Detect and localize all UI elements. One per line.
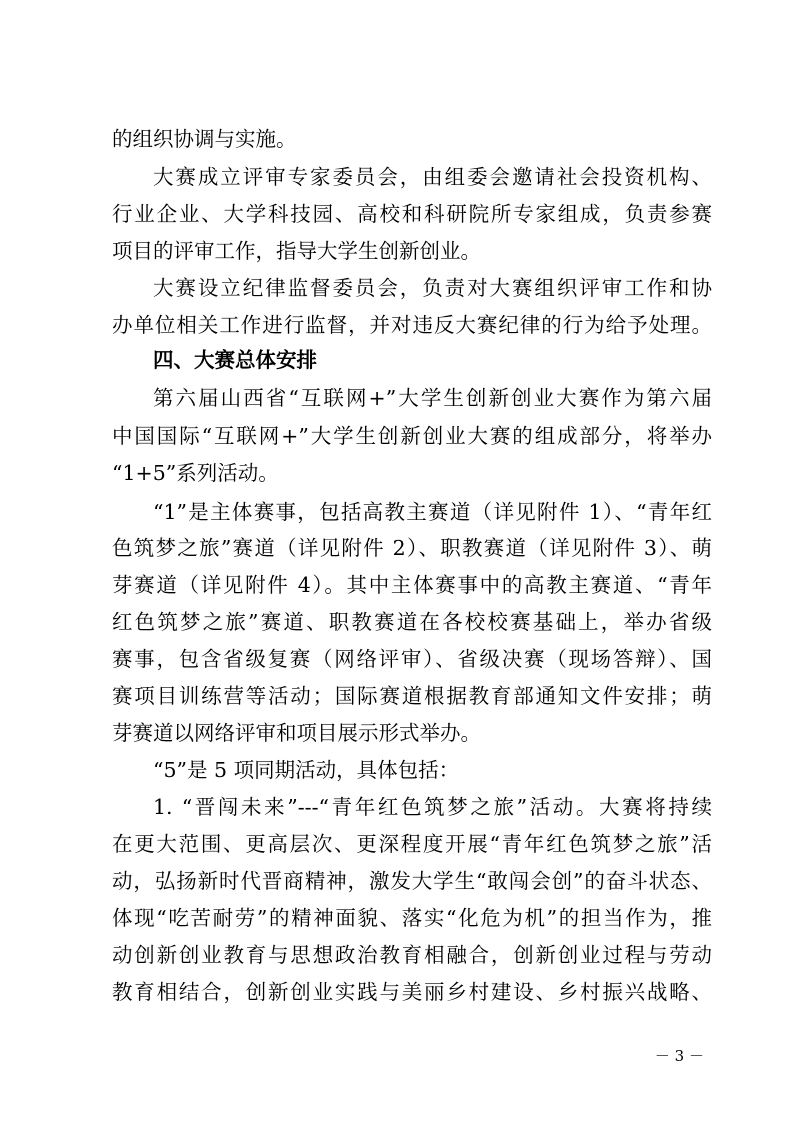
- page-number: － 3 －: [654, 1047, 704, 1065]
- paragraph-line: 1. “晋闯未来”---“青年红色筑梦之旅”活动。大赛将持续: [153, 795, 712, 819]
- paragraph-line: 红色筑梦之旅”赛道、职教赛道在各校校赛基础上，举办省级: [112, 610, 712, 634]
- paragraph-line: 在更大范围、更高层次、更深程度开展“青年红色筑梦之旅”活: [112, 832, 712, 856]
- paragraph-line: 教育相结合，创新创业实践与美丽乡村建设、乡村振兴战略、: [112, 980, 712, 1004]
- paragraph-line: 体现“吃苦耐劳”的精神面貌、落实“化危为机”的担当作为，推: [112, 906, 712, 930]
- paragraph-line: 动，弘扬新时代晋商精神，激发大学生“敢闯会创”的奋斗状态、: [112, 869, 712, 893]
- paragraph-line: 中国国际“互联网+”大学生创新创业大赛的组成部分，将举办: [112, 424, 712, 448]
- paragraph-line: 大赛设立纪律监督委员会，负责对大赛组织评审工作和协: [153, 276, 712, 300]
- paragraph-line: 大赛成立评审专家委员会，由组委会邀请社会投资机构、: [153, 165, 712, 189]
- paragraph-line: 色筑梦之旅”赛道（详见附件 2）、职教赛道（详见附件 3）、萌: [112, 536, 712, 560]
- paragraph-line: “5”是 5 项同期活动，具体包括：: [153, 758, 460, 782]
- paragraph-line: “1+5”系列活动。: [112, 461, 279, 485]
- paragraph-line: 赛项目训练营等活动；国际赛道根据教育部通知文件安排；萌: [112, 684, 712, 708]
- paragraph-line: 赛事，包含省级复赛（网络评审）、省级决赛（现场答辩）、国: [112, 647, 712, 671]
- paragraph-line: 项目的评审工作，指导大学生创新创业。: [112, 239, 481, 263]
- paragraph-line: 芽赛道以网络评审和项目展示形式举办。: [112, 721, 481, 745]
- paragraph-line: 动创新创业教育与思想政治教育相融合，创新创业过程与劳动: [112, 943, 712, 967]
- paragraph-line: 第六届山西省“互联网+”大学生创新创业大赛作为第六届: [153, 386, 712, 410]
- paragraph-line: “1”是主体赛事，包括高教主赛道（详见附件 1）、“青年红: [153, 500, 712, 524]
- section-heading: 四、大赛总体安排: [153, 348, 317, 372]
- paragraph-line: 行业企业、大学科技园、高校和科研院所专家组成，负责参赛: [112, 202, 712, 226]
- paragraph-line: 的组织协调与实施。: [112, 127, 297, 151]
- paragraph-line: 芽赛道（详见附件 4）。其中主体赛事中的高教主赛道、“青年: [112, 573, 712, 597]
- paragraph-line: 办单位相关工作进行监督，并对违反大赛纪律的行为给予处理。: [112, 313, 712, 337]
